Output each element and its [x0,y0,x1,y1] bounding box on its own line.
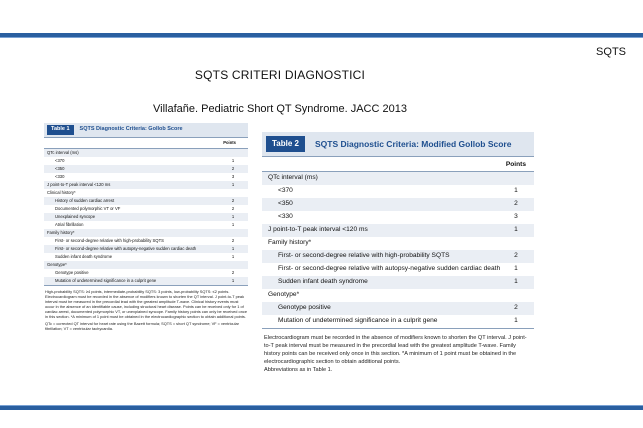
criterion-label: Genotype positive [55,270,89,275]
points-column-header: Points [505,161,526,168]
criterion-label: Sudden infant death syndrome [278,278,368,285]
criterion-points: 1 [231,158,235,163]
bottom-band [0,405,643,410]
criterion-label: Unexplained syncope [55,214,96,219]
criterion-points: 1 [514,187,518,194]
criterion-label: First- or second-degree relative with autopsy-negative sudden cardiac death [278,265,501,272]
table-row [262,250,534,263]
table-row [44,189,248,197]
table-1-tag: Table 1 [47,125,74,134]
criterion-label: Genotype* [268,291,300,298]
table-row [262,224,534,237]
criterion-label: Family history* [268,239,312,246]
criterion-label: Mutation of undetermined significance in a culprit gene [278,317,438,324]
criterion-points: 1 [514,317,518,324]
criterion-label: J point-to-T peak interval <120 ms [268,226,368,233]
slide-title: SQTS CRITERI DIAGNOSTICI [194,68,366,82]
table-row [44,205,248,213]
table-2-header [262,157,534,172]
criterion-points: 2 [231,270,235,275]
slide-label: SQTS [596,46,626,58]
table-row [44,253,248,261]
table-2-footnote: Electrocardiogram must be recorded in the absence of modifiers known to shorten the QT interval. J point-to-T peak interval must be measured in the precordial lead with the greatest amplitude T-wave. Family history points can be received only once in this section. *A minimum of 1 point must be obtained in the electrocardiographic section to obtain additional points. [264,335,527,365]
table-row [262,302,534,315]
table-row [262,185,534,198]
criterion-label: Documented polymorphic VT or VF [55,206,121,211]
table-row [44,157,248,165]
table-row [262,172,534,185]
table-row [262,211,534,224]
slide-subtitle: Villafañe. Pediatric Short QT Syndrome. JACC 2013 [153,103,407,115]
criterion-points: 1 [231,278,235,283]
table-row [262,263,534,276]
criterion-points: 2 [231,206,235,211]
criterion-points: 1 [231,246,235,251]
table-row [262,237,534,250]
table-1-body [44,149,248,285]
table-row [44,197,248,205]
table-row [44,173,248,181]
table-1-footnote: High-probability SQTS: ≥4 points, intermediate-probability SQTS: 3 points, low-probability SQTS: ≤2 points. Electrocardiogram must be recorded in the absence of modifiers known to shorten the QT interval. J point-to-T peak interval must be measured in the precordial lead with the greatest amplitude T-wave. Clinical history events must occur in the absence of an identifiable cause, including structural heart disease. Points can be received only for 1 of cardiac arrest, documented polymorphic VT, or unexplained syncope. Family history points can only be received once in this section. *A minimum of 1 point must be obtained in the electrocardiographic section to obtain additional points. [45,289,247,319]
table-row [44,221,248,229]
criterion-points: 2 [514,304,518,311]
criterion-label: First- or second-degree relative with high-probability SQTS [278,252,450,259]
criterion-label: First- or second-degree relative with high-probability SQTS [55,238,164,243]
criterion-points: 3 [231,174,235,179]
table-row [44,165,248,173]
table-row [262,289,534,302]
table-row [262,315,534,328]
criterion-label: <350 [55,166,65,171]
table-2 [262,132,534,390]
criterion-label: Genotype* [47,262,67,267]
table-2-body [262,172,534,328]
table-row [44,245,248,253]
criterion-label: J point-to-T peak interval <120 ms [47,182,111,187]
criterion-points: 1 [231,254,235,259]
table-1-footnotes [44,286,248,331]
points-column-header: Points [223,140,236,145]
criterion-label: <370 [55,158,65,163]
criterion-label: <350 [278,200,293,207]
criterion-label: Genotype positive [278,304,331,311]
table-row [262,276,534,289]
criterion-label: QTc interval (ms) [268,174,318,181]
criterion-points: 2 [514,200,518,207]
criterion-label: Clinical history* [47,190,76,195]
criterion-label: Mutation of undetermined significance in a culprit gene [55,278,157,283]
criterion-points: 2 [231,166,235,171]
criterion-points: 1 [231,214,235,219]
table-row [44,181,248,189]
table-1-caption [44,123,248,138]
table-row [262,198,534,211]
criterion-points: 1 [514,278,518,285]
criterion-label: QTc interval (ms) [47,150,79,155]
criterion-points: 1 [514,265,518,272]
table-row [44,213,248,221]
criterion-points: 1 [231,182,235,187]
criterion-label: Atrial fibrillation [55,222,84,227]
table-2-abbreviations: Abbreviations as in Table 1. [264,367,333,373]
criterion-points: 2 [231,198,235,203]
table-2-title: SQTS Diagnostic Criteria: Modified Gollob Score [314,139,512,149]
table-1-title: SQTS Diagnostic Criteria: Gollob Score [79,126,183,133]
criterion-label: <330 [55,174,65,179]
table-row [44,277,248,285]
table-row [44,261,248,269]
criterion-points: 1 [514,226,518,233]
criterion-label: <330 [278,213,293,220]
criterion-points: 2 [231,238,235,243]
criterion-points: 1 [231,222,235,227]
criterion-label: <370 [278,187,293,194]
table-1 [44,123,248,390]
table-row [44,237,248,245]
table-1-abbreviations: QTc = corrected QT interval for heart rate using the Bazett formula; SQTS = short QT syndrome; VF = ventricular fibrillation; VT = ventricular tachycardia. [45,321,239,331]
criterion-points: 2 [514,252,518,259]
table-2-footnotes [262,329,534,374]
table-row [44,269,248,277]
top-band [0,33,643,38]
criterion-label: Sudden infant death syndrome [55,254,113,259]
criterion-points: 3 [514,213,518,220]
criterion-label: History of sudden cardiac arrest [55,198,115,203]
table-row [44,149,248,157]
table-2-tag: Table 2 [266,136,305,152]
criterion-label: Family history* [47,230,75,235]
table-row [44,229,248,237]
table-2-caption [262,132,534,157]
table-1-header [44,138,248,149]
criterion-label: First- or second-degree relative with autopsy-negative sudden cardiac death [55,246,197,251]
